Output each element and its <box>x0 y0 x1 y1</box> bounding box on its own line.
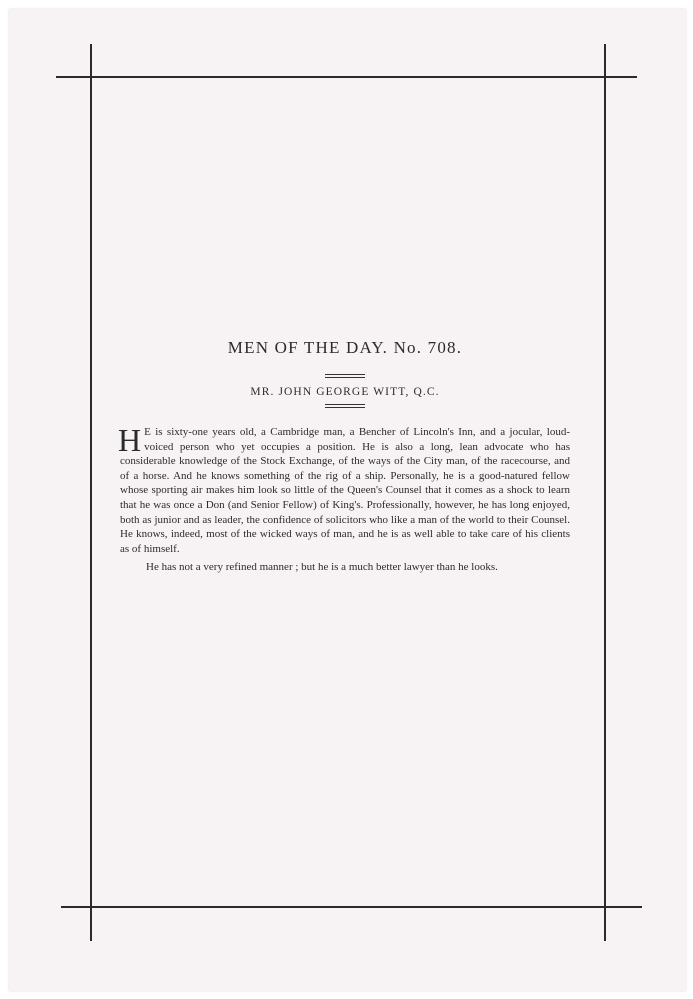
paragraph-1-text: E is sixty-one years old, a Cambridge man, a Bencher of Lincoln's Inn, and a jocular, loud-voiced person who yet occupies a position. He is also a long, lean advocate who has considerable knowledge of the Stock Exchange, of the ways of the City man, of the racecourse, and of a horse. And he knows something of the rig of a ship. Personally, he is a good-natured fellow whose sporting air makes him look so little of the Queen's Counsel that it comes as a shock to learn that he was once a Don (and Senior Fellow) of King's. Professionally, however, he has long enjoyed, both as junior and as leader, the confidence of solicitors who like a man of the world to their Counsel. He knows, indeed, most of the wicked ways of man, and he is as well able to take care of his clients as of himself. <box>120 426 570 555</box>
bottom-border-rule <box>61 906 642 908</box>
paragraph-1 <box>118 422 570 556</box>
article <box>120 338 570 575</box>
article-title: MEN OF THE DAY. No. 708. <box>227 338 463 357</box>
paragraph-2: He has not a very refined manner ; but he is a much better lawyer than he looks. <box>146 561 498 574</box>
right-border-rule <box>604 44 606 941</box>
drop-cap: H <box>118 422 142 458</box>
article-subtitle: MR. JOHN GEORGE WITT, Q.C. <box>250 386 440 398</box>
left-border-rule <box>90 44 92 941</box>
top-border-rule <box>56 76 637 78</box>
